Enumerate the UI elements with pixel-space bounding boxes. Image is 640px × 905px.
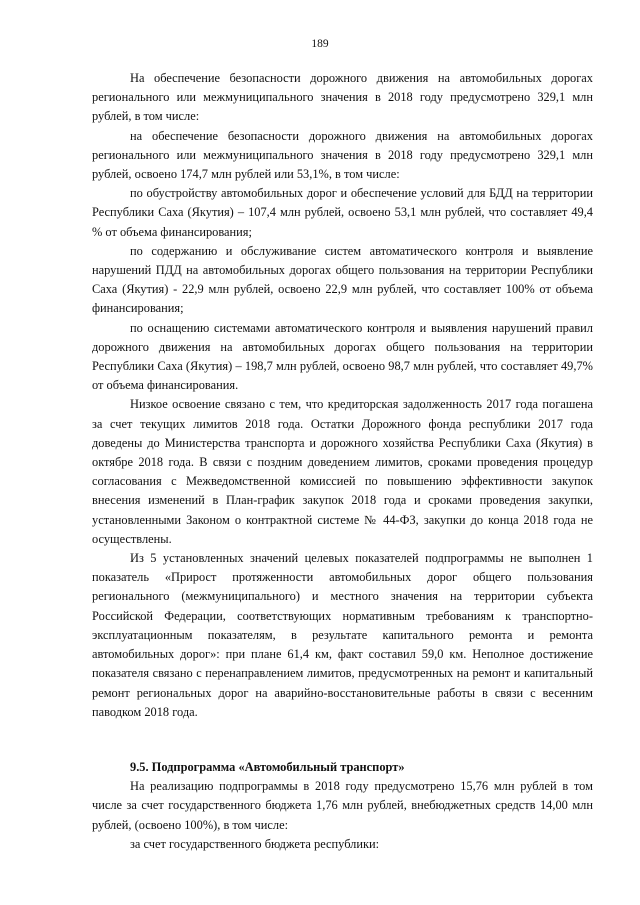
paragraph: по оснащению системами автоматического контроля и выявления нарушений правил дорожного движения на автомобильных дорогах общего пользования на территории Республики Саха (Якутия) – 198,7 млн рублей, освоено 98,7 млн рублей, что составляет 49,7% от объема финансирования. xyxy=(92,320,593,393)
page-number: 189 xyxy=(311,38,329,50)
paragraph: На обеспечение безопасности дорожного движения на автомобильных дорогах регионального или межмуниципального значения в 2018 году предусмотрено 329,1 млн рублей, в том числе: xyxy=(92,71,593,124)
paragraph: по обустройству автомобильных дорог и обеспечение условий для БДД на территории Республики Саха (Якутия) – 107,4 млн рублей, освоено 53,1 млн рублей, что составляет 49,4 % от объема финансирования; xyxy=(92,186,593,239)
paragraph: за счет государственного бюджета республики: xyxy=(130,836,380,851)
paragraph: Низкое освоение связано с тем, что кредиторская задолженность 2017 года погашена за счет текущих лимитов 2018 года. Остатки Дорожного фонда республики 2017 года доведены до Министерства транспорта и дорожного хозяйства Республики Саха (Якутия) в октябре 2018 года. В связи с поздним доведением лимитов, сроками проведения процедур согласования с Межведомственной комиссией по повышению эффективности закупок внесения изменений в План-график закупок 2018 года и сроками проведения закупки, установленными Законом о контрактной системе № 44-ФЗ, закупки до конца 2018 года не осуществлены. xyxy=(92,397,593,546)
paragraph: На реализацию подпрограммы в 2018 году предусмотрено 15,76 млн рублей в том числе за счет государственного бюджета 1,76 млн рублей, внебюджетных средств 14,00 млн рублей, (освоено 100%), в том числе: xyxy=(92,779,593,832)
section-heading: 9.5. Подпрограмма «Автомобильный транспорт» xyxy=(130,759,405,774)
section-spacer xyxy=(92,740,593,758)
paragraph: по содержанию и обслуживание систем автоматического контроля и выявление нарушений ПДД на автомобильных дорогах общего пользования на территории Республики Саха (Якутия) - 22,9 млн рублей, освоено 22,9 млн рублей, что составляет 100% от объема финансирования; xyxy=(92,243,593,316)
paragraph: Из 5 установленных значений целевых показателей подпрограммы не выполнен 1 показатель «Прирост протяженности автомобильных дорог общего пользования регионального (межмуниципального) и местного значения на территории субъекта Российской Федерации, соответствующих нормативным требованиям к транспортно-эксплуатационным показателям, в результате капитального ремонта и ремонта автомобильных дорог»: при плане 61,4 км, факт составил 59,0 км. Неполное достижение показателя связано с перенаправлением лимитов, предусмотренных на ремонт и капитальный ремонт региональных дорог на аварийно-восстановительные работы в связи с весенним паводком 2018 года. xyxy=(92,551,593,719)
section-spacer xyxy=(92,722,593,740)
paragraph: на обеспечение безопасности дорожного движения на автомобильных дорогах регионального или межмуниципального значения в 2018 году предусмотрено 329,1 млн рублей, освоено 174,7 млн рублей или 53,1%, в том числе: xyxy=(92,128,593,182)
document-body xyxy=(92,69,593,854)
